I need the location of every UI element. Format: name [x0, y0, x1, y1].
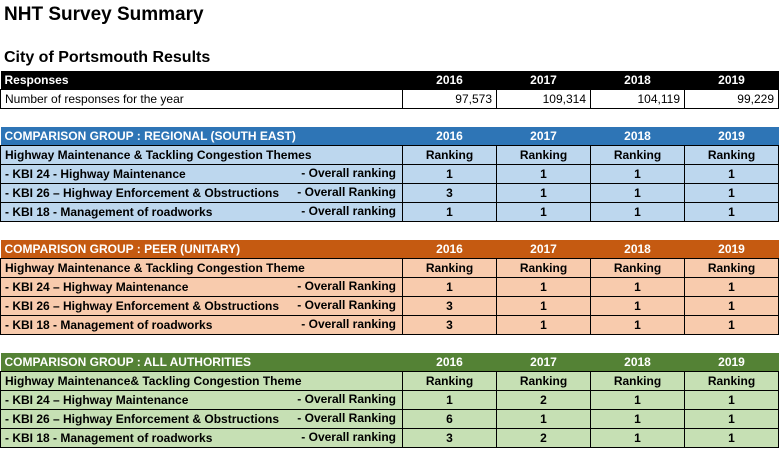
- rank-value: 3: [403, 184, 497, 203]
- kbi-label-cell: [1, 297, 403, 316]
- year-header: 2017: [497, 71, 591, 90]
- year-header: 2016: [403, 240, 497, 259]
- rank-value: 1: [591, 316, 685, 335]
- kbi-label: - KBI 26 – Highway Enforcement & Obstructions: [5, 185, 280, 200]
- rank-value: 2: [497, 391, 591, 410]
- rank-value: 1: [497, 165, 591, 184]
- theme-label: Highway Maintenance & Tackling Congestion Theme: [1, 259, 403, 278]
- year-header: 2018: [591, 71, 685, 90]
- kbi-label-cell: [1, 278, 403, 297]
- kbi-label-cell: [1, 429, 403, 448]
- kbi-label-cell: [1, 410, 403, 429]
- rank-value: 1: [497, 203, 591, 222]
- comparison-table-peer: [0, 240, 779, 335]
- year-header: 2016: [403, 353, 497, 372]
- kbi-label-cell: [1, 203, 403, 222]
- rank-value: 1: [591, 203, 685, 222]
- table-row: [1, 165, 779, 184]
- rank-value: 1: [591, 278, 685, 297]
- table-row: [1, 410, 779, 429]
- kbi-suffix: - Overall Ranking: [297, 411, 396, 425]
- comparison-table-regional: [0, 127, 779, 222]
- year-header: 2019: [685, 71, 779, 90]
- year-header: 2018: [591, 127, 685, 146]
- responses-header: Responses: [1, 71, 403, 90]
- rank-value: 1: [685, 278, 779, 297]
- rank-value: 1: [591, 297, 685, 316]
- table-row: [1, 429, 779, 448]
- ranking-label: Ranking: [497, 372, 591, 391]
- rank-value: 1: [497, 316, 591, 335]
- year-header: 2019: [685, 127, 779, 146]
- rank-value: 1: [403, 165, 497, 184]
- kbi-suffix: - Overall Ranking: [297, 185, 396, 199]
- rank-value: 3: [403, 429, 497, 448]
- year-header: 2017: [497, 240, 591, 259]
- theme-label: Highway Maintenance& Tackling Congestion Theme: [1, 372, 403, 391]
- kbi-suffix: - Overall ranking: [301, 317, 396, 331]
- rank-value: 2: [497, 429, 591, 448]
- table-row: [1, 184, 779, 203]
- responses-value: 104,119: [591, 90, 685, 109]
- theme-row: [1, 146, 779, 165]
- kbi-suffix: - Overall Ranking: [297, 279, 396, 293]
- kbi-label-cell: [1, 184, 403, 203]
- rank-value: 1: [403, 391, 497, 410]
- responses-row: [1, 90, 779, 109]
- rank-value: 1: [403, 203, 497, 222]
- rank-value: 3: [403, 316, 497, 335]
- table-row: [1, 391, 779, 410]
- year-header: 2018: [591, 240, 685, 259]
- rank-value: 1: [685, 316, 779, 335]
- ranking-label: Ranking: [685, 259, 779, 278]
- ranking-label: Ranking: [403, 259, 497, 278]
- table-row: [1, 203, 779, 222]
- kbi-suffix: - Overall Ranking: [297, 392, 396, 406]
- ranking-label: Ranking: [591, 146, 685, 165]
- year-header: 2019: [685, 240, 779, 259]
- rank-value: 6: [403, 410, 497, 429]
- group-header: COMPARISON GROUP : REGIONAL (SOUTH EAST): [1, 127, 403, 146]
- kbi-label: - KBI 26 – Highway Enforcement & Obstructions: [5, 298, 280, 313]
- kbi-label: - KBI 24 - Highway Maintenance: [5, 166, 186, 181]
- comparison-table-all-authorities: [0, 353, 779, 448]
- year-header: 2017: [497, 353, 591, 372]
- year-header: 2017: [497, 127, 591, 146]
- rank-value: 1: [685, 391, 779, 410]
- kbi-suffix: - Overall ranking: [301, 430, 396, 444]
- rank-value: 1: [685, 429, 779, 448]
- kbi-label-cell: [1, 165, 403, 184]
- kbi-suffix: - Overall ranking: [301, 204, 396, 218]
- rank-value: 1: [685, 297, 779, 316]
- page-subtitle: City of Portsmouth Results: [4, 49, 211, 66]
- ranking-label: Ranking: [403, 146, 497, 165]
- ranking-label: Ranking: [403, 372, 497, 391]
- kbi-label: - KBI 24 – Highway Maintenance: [5, 279, 189, 294]
- kbi-label: - KBI 24 – Highway Maintenance: [5, 392, 189, 407]
- kbi-label: - KBI 26 – Highway Enforcement & Obstructions: [5, 411, 280, 426]
- rank-value: 1: [403, 278, 497, 297]
- rank-value: 3: [403, 297, 497, 316]
- table-row: [1, 297, 779, 316]
- group-header-row: [1, 240, 779, 259]
- responses-value: 99,229: [685, 90, 779, 109]
- rank-value: 1: [497, 297, 591, 316]
- theme-label: Highway Maintenance & Tackling Congestion Themes: [1, 146, 403, 165]
- ranking-label: Ranking: [591, 259, 685, 278]
- responses-header-row: [1, 71, 779, 90]
- kbi-suffix: - Overall Ranking: [297, 298, 396, 312]
- year-header: 2016: [403, 71, 497, 90]
- group-header-row: [1, 127, 779, 146]
- ranking-label: Ranking: [685, 372, 779, 391]
- group-header: COMPARISON GROUP : ALL AUTHORITIES: [1, 353, 403, 372]
- ranking-label: Ranking: [685, 146, 779, 165]
- rank-value: 1: [497, 410, 591, 429]
- year-header: 2016: [403, 127, 497, 146]
- rank-value: 1: [591, 391, 685, 410]
- theme-row: [1, 259, 779, 278]
- responses-value: 97,573: [403, 90, 497, 109]
- rank-value: 1: [591, 165, 685, 184]
- rank-value: 1: [685, 203, 779, 222]
- rank-value: 1: [497, 278, 591, 297]
- group-header-row: [1, 353, 779, 372]
- kbi-label: - KBI 18 - Management of roadworks: [5, 317, 213, 332]
- rank-value: 1: [591, 184, 685, 203]
- ranking-label: Ranking: [497, 259, 591, 278]
- rank-value: 1: [591, 410, 685, 429]
- kbi-label: - KBI 18 - Management of roadworks: [5, 430, 213, 445]
- ranking-label: Ranking: [497, 146, 591, 165]
- ranking-label: Ranking: [591, 372, 685, 391]
- rank-value: 1: [685, 184, 779, 203]
- responses-value: 109,314: [497, 90, 591, 109]
- responses-row-label: Number of responses for the year: [1, 90, 403, 109]
- table-row: [1, 278, 779, 297]
- kbi-label-cell: [1, 316, 403, 335]
- group-header: COMPARISON GROUP : PEER (UNITARY): [1, 240, 403, 259]
- rank-value: 1: [685, 165, 779, 184]
- year-header: 2018: [591, 353, 685, 372]
- page-title: NHT Survey Summary: [4, 4, 204, 25]
- kbi-label-cell: [1, 391, 403, 410]
- kbi-suffix: - Overall ranking: [301, 166, 396, 180]
- rank-value: 1: [591, 429, 685, 448]
- year-header: 2019: [685, 353, 779, 372]
- responses-table: [0, 71, 779, 109]
- theme-row: [1, 372, 779, 391]
- kbi-label: - KBI 18 - Management of roadworks: [5, 204, 213, 219]
- rank-value: 1: [685, 410, 779, 429]
- table-row: [1, 316, 779, 335]
- rank-value: 1: [497, 184, 591, 203]
